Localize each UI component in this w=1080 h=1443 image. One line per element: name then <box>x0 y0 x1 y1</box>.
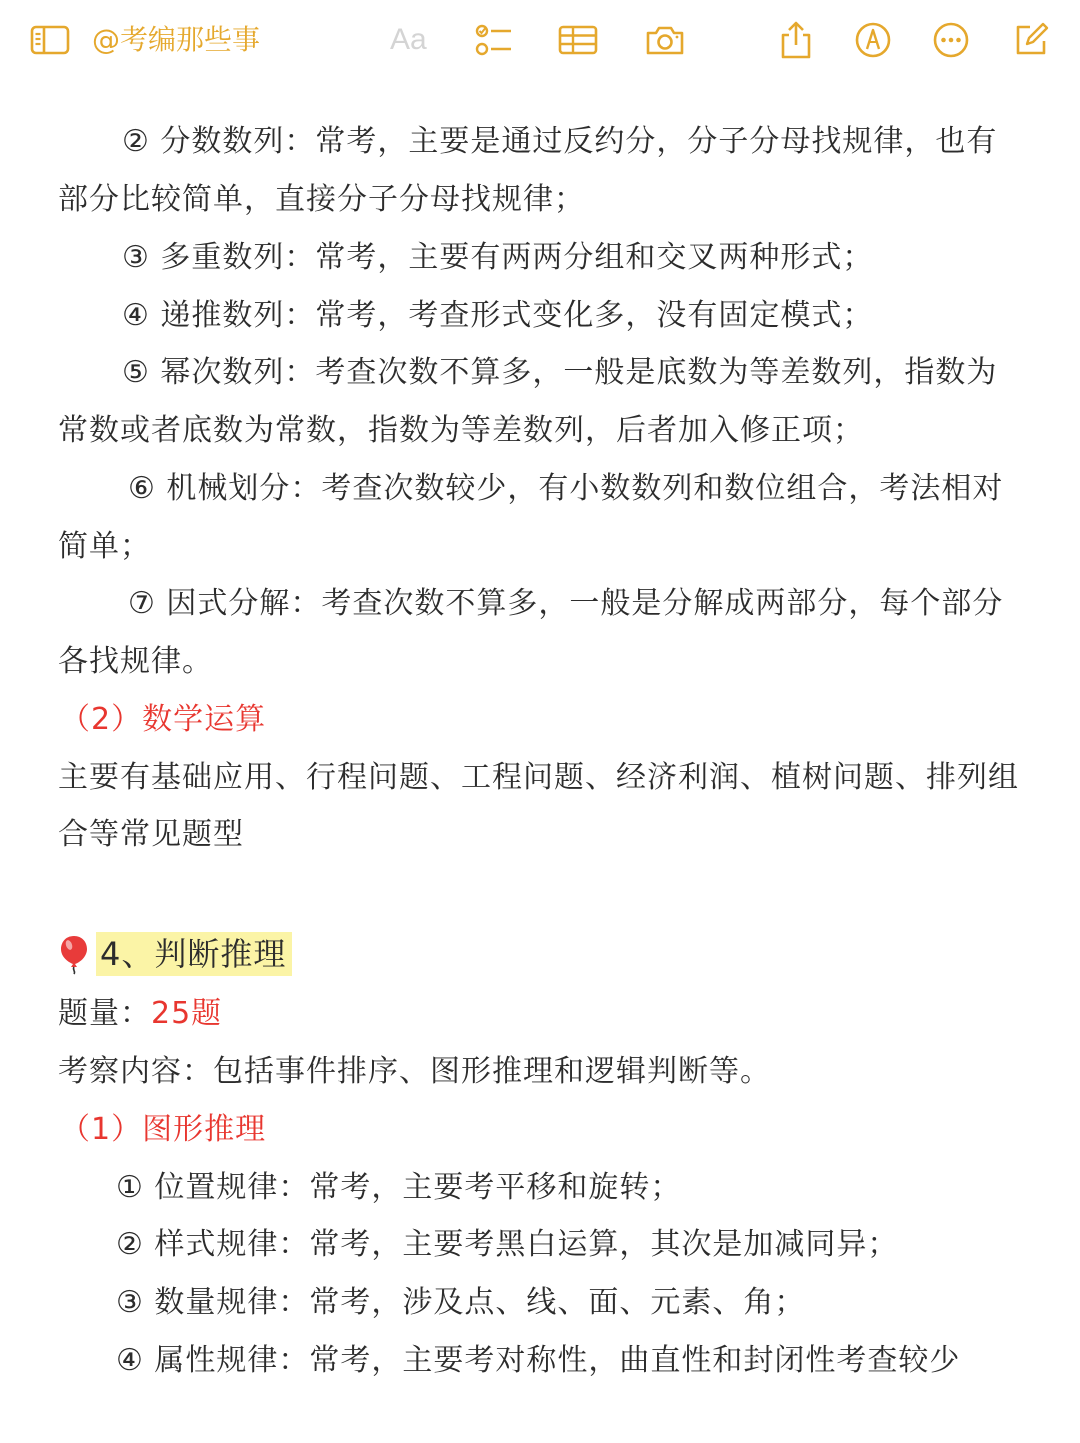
question-count-label: 题量： <box>58 996 151 1031</box>
question-count-value: 25题 <box>151 996 223 1031</box>
note-line: ④ 属性规律：常考，主要考对称性，曲直性和封闭性考查较少 <box>116 1343 961 1378</box>
note-line: 考察内容：包括事件排序、图形推理和逻辑判断等。 <box>58 1054 771 1089</box>
note-line: ② 样式规律：常考，主要考黑白运算，其次是加减同异； <box>116 1227 899 1262</box>
note-line: ③ 数量规律：常考，涉及点、线、面、元素、角； <box>116 1285 806 1320</box>
note-line: 各找规律。 <box>58 644 213 679</box>
balloon-icon <box>58 933 92 975</box>
note-line: 主要有基础应用、行程问题、工程问题、经济利润、植树问题、排列组 <box>58 760 1019 795</box>
note-line: ⑤ 幂次数列：考查次数不算多，一般是底数为等差数列，指数为 <box>122 355 998 390</box>
note-line: ⑦ 因式分解：考查次数不算多，一般是分解成两部分，每个部分 <box>128 586 1004 621</box>
note-line: 简单； <box>58 529 151 564</box>
note-line: ③ 多重数列：常考，主要有两两分组和交叉两种形式； <box>122 240 874 275</box>
note-line: ② 分数数列：常考，主要是通过反约分，分子分母找规律，也有 <box>122 124 998 159</box>
question-count <box>58 994 222 1034</box>
math-heading: （2）数学运算 <box>60 702 267 737</box>
section-heading <box>58 932 292 976</box>
note-title: @考编那些事 <box>92 23 261 56</box>
note-line: ⑥ 机械划分：考查次数较少，有小数数列和数位组合，考法相对 <box>128 471 1004 506</box>
format-text-button[interactable]: Aa <box>390 23 427 56</box>
note-line: ④ 递推数列：常考，考查形式变化多，没有固定模式； <box>122 298 874 333</box>
section-title: 4、判断推理 <box>96 932 292 976</box>
note-line: 常数或者底数为常数，指数为等差数列，后者加入修正项； <box>58 413 864 448</box>
note-line: ① 位置规律：常考，主要考平移和旋转； <box>116 1170 682 1205</box>
graphic-heading: （1）图形推理 <box>60 1112 267 1147</box>
note-line: 合等常见题型 <box>58 817 244 852</box>
note-line: 部分比较简单，直接分子分母找规律； <box>58 182 585 217</box>
